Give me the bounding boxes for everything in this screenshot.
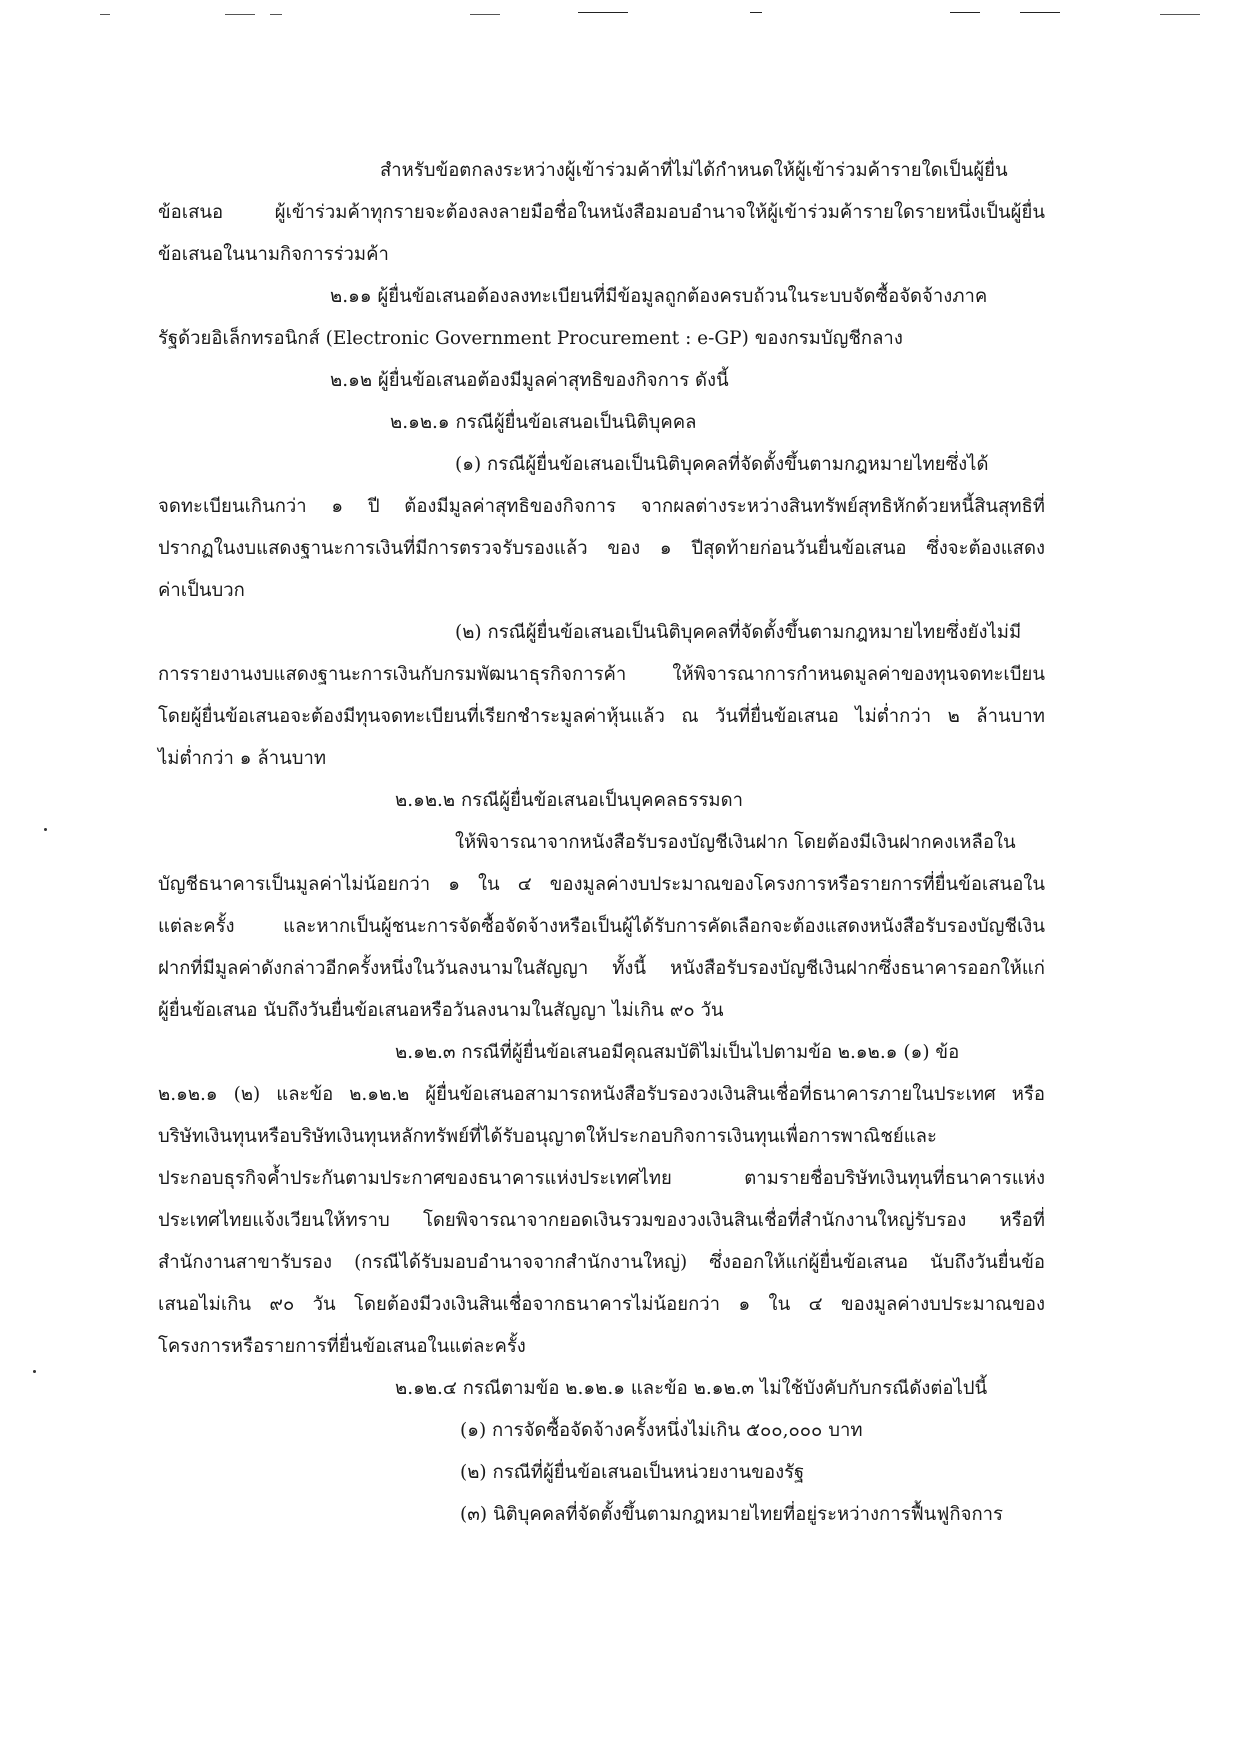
scan-artifact	[225, 14, 255, 15]
paragraph-line: การรายงานงบแสดงฐานะการเงินกับกรมพัฒนาธุรกิจการค้า ให้พิจารณาการกำหนดมูลค่าของทุนจดทะเบียน	[158, 664, 1045, 685]
paragraph-line: ข้อเสนอ ผู้เข้าร่วมค้าทุกรายจะต้องลงลายมือชื่อในหนังสือมอบอำนาจให้ผู้เข้าร่วมค้ารายใดรายหนึ่งเป็นผู้ยื่น	[158, 202, 1045, 223]
paragraph-line: สำนักงานสาขารับรอง (กรณีได้รับมอบอำนาจจากสำนักงานใหญ่) ซึ่งออกให้แก่ผู้ยื่นข้อเสนอ นับถึงวันยื่นข้อ	[158, 1252, 1045, 1273]
paragraph-line: โดยผู้ยื่นข้อเสนอจะต้องมีทุนจดทะเบียนที่เรียกชำระมูลค่าหุ้นแล้ว ณ วันที่ยื่นข้อเสนอ ไม่ต่ำกว่า ๒ ล้านบาท	[158, 706, 1045, 727]
list-item: (๒) กรณีที่ผู้ยื่นข้อเสนอเป็นหน่วยงานของรัฐ	[460, 1462, 805, 1483]
paragraph-line: (๒) กรณีผู้ยื่นข้อเสนอเป็นนิติบุคคลที่จัดตั้งขึ้นตามกฎหมายไทยซึ่งยังไม่มี	[455, 622, 1022, 643]
paragraph-line: ให้พิจารณาจากหนังสือรับรองบัญชีเงินฝาก โดยต้องมีเงินฝากคงเหลือใน	[455, 832, 1016, 853]
paragraph-line: ค่าเป็นบวก	[158, 580, 245, 601]
paragraph-line: บริษัทเงินทุนหรือบริษัทเงินทุนหลักทรัพย์ที่ได้รับอนุญาตให้ประกอบกิจการเงินทุนเพื่อการพาณิชย์และ	[158, 1126, 937, 1147]
scan-artifact	[1160, 14, 1200, 15]
scan-artifact	[578, 12, 628, 13]
list-item: (๑) การจัดซื้อจัดจ้างครั้งหนึ่งไม่เกิน ๕๐๐,๐๐๐ บาท	[460, 1420, 863, 1441]
scan-artifact	[950, 12, 980, 13]
paragraph-line: เสนอไม่เกิน ๙๐ วัน โดยต้องมีวงเงินสินเชื่อจากธนาคารไม่น้อยกว่า ๑ ใน ๔ ของมูลค่างบประมาณของ	[158, 1294, 1045, 1315]
paragraph-line: ประเทศไทยแจ้งเวียนให้ทราบ โดยพิจารณาจากยอดเงินรวมของวงเงินสินเชื่อที่สำนักงานใหญ่รับรอง หรือที่	[158, 1210, 1045, 1231]
paragraph-line: สำหรับข้อตกลงระหว่างผู้เข้าร่วมค้าที่ไม่ได้กำหนดให้ผู้เข้าร่วมค้ารายใดเป็นผู้ยื่น	[380, 160, 1008, 181]
paragraph-line: ฝากที่มีมูลค่าดังกล่าวอีกครั้งหนึ่งในวันลงนามในสัญญา ทั้งนี้ หนังสือรับรองบัญชีเงินฝากซึ่งธนาคารออกให้แก่	[158, 958, 1045, 979]
paragraph-line: โครงการหรือรายการที่ยื่นข้อเสนอในแต่ละครั้ง	[158, 1336, 526, 1357]
paragraph-line: ปรากฏในงบแสดงฐานะการเงินที่มีการตรวจรับรองแล้ว ของ ๑ ปีสุดท้ายก่อนวันยื่นข้อเสนอ ซึ่งจะต้องแสดง	[158, 538, 1045, 559]
paragraph-line: รัฐด้วยอิเล็กทรอนิกส์ (Electronic Government Procurement : e-GP) ของกรมบัญชีกลาง	[158, 328, 903, 349]
paragraph-line: แต่ละครั้ง และหากเป็นผู้ชนะการจัดซื้อจัดจ้างหรือเป็นผู้ได้รับการคัดเลือกจะต้องแสดงหนังสือรับรองบัญชีเงิน	[158, 916, 1045, 937]
scan-artifact	[750, 12, 762, 13]
section-heading: ๒.๑๒ ผู้ยื่นข้อเสนอต้องมีมูลค่าสุทธิของกิจการ ดังนี้	[330, 370, 729, 391]
paragraph-line: ประกอบธุรกิจค้ำประกันตามประกาศของธนาคารแห่งประเทศไทย ตามรายชื่อบริษัทเงินทุนที่ธนาคารแห่ง	[158, 1168, 1045, 1189]
subsection-heading: ๒.๑๒.๒ กรณีผู้ยื่นข้อเสนอเป็นบุคคลธรรมดา	[395, 790, 744, 811]
paragraph-line: ๒.๑๒.๑ (๒) และข้อ ๒.๑๒.๒ ผู้ยื่นข้อเสนอสามารถหนังสือรับรองวงเงินสินเชื่อที่ธนาคารภายในประเทศ หรือ	[158, 1084, 1045, 1105]
scan-artifact	[1020, 12, 1060, 13]
paragraph-line: ข้อเสนอในนามกิจการร่วมค้า	[158, 244, 389, 265]
subsection-heading: ๒.๑๒.๓ กรณีที่ผู้ยื่นข้อเสนอมีคุณสมบัติไม่เป็นไปตามข้อ ๒.๑๒.๑ (๑) ข้อ	[395, 1042, 960, 1063]
section-heading: ๒.๑๑ ผู้ยื่นข้อเสนอต้องลงทะเบียนที่มีข้อมูลถูกต้องครบถ้วนในระบบจัดซื้อจัดจ้างภาค	[330, 286, 988, 307]
subsection-heading: ๒.๑๒.๑ กรณีผู้ยื่นข้อเสนอเป็นนิติบุคคล	[390, 412, 697, 433]
paragraph-line: บัญชีธนาคารเป็นมูลค่าไม่น้อยกว่า ๑ ใน ๔ ของมูลค่างบประมาณของโครงการหรือรายการที่ยื่นข้อเสนอใน	[158, 874, 1045, 895]
scan-artifact	[270, 14, 282, 15]
scan-artifact	[100, 14, 110, 15]
scan-speck	[33, 1370, 36, 1373]
subsection-heading: ๒.๑๒.๔ กรณีตามข้อ ๒.๑๒.๑ และข้อ ๒.๑๒.๓ ไม่ใช้บังคับกับกรณีดังต่อไปนี้	[395, 1378, 988, 1399]
paragraph-line: ผู้ยื่นข้อเสนอ นับถึงวันยื่นข้อเสนอหรือวันลงนามในสัญญา ไม่เกิน ๙๐ วัน	[158, 1000, 724, 1021]
paragraph-line: จดทะเบียนเกินกว่า ๑ ปี ต้องมีมูลค่าสุทธิของกิจการ จากผลต่างระหว่างสินทรัพย์สุทธิหักด้วยหนี้สินสุทธิที่	[158, 496, 1045, 517]
paragraph-line: (๑) กรณีผู้ยื่นข้อเสนอเป็นนิติบุคคลที่จัดตั้งขึ้นตามกฎหมายไทยซึ่งได้	[455, 454, 989, 475]
scan-speck	[44, 828, 47, 831]
scan-artifact	[470, 14, 500, 15]
paragraph-line: ไม่ต่ำกว่า ๑ ล้านบาท	[158, 748, 327, 769]
list-item: (๓) นิติบุคคลที่จัดตั้งขึ้นตามกฎหมายไทยที่อยู่ระหว่างการฟื้นฟูกิจการ	[460, 1504, 1003, 1525]
